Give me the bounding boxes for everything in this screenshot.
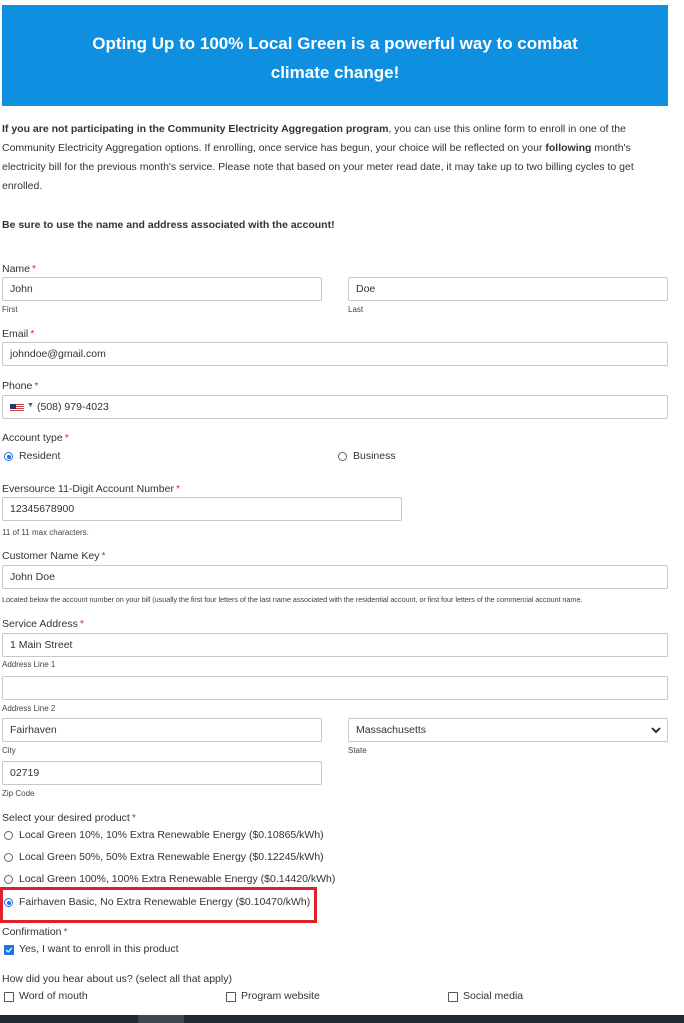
character-counter: 11 of 11 max characters.: [2, 528, 89, 537]
product-radio-3[interactable]: [4, 875, 13, 884]
required-mark: *: [64, 432, 69, 444]
us-flag-icon[interactable]: [10, 404, 24, 412]
first-name-input[interactable]: John: [2, 277, 322, 301]
name-key-label: Customer Name Key *: [2, 550, 106, 562]
phone-value: (508) 979-4023: [37, 401, 109, 413]
zip-input[interactable]: 02719: [2, 761, 322, 785]
word-of-mouth-checkbox[interactable]: [4, 992, 14, 1002]
checkmark-icon: [5, 946, 13, 954]
intro-bold-3: following: [545, 142, 592, 154]
name-label: Name *: [2, 263, 37, 275]
resident-radio[interactable]: [4, 452, 13, 461]
product-option-2[interactable]: Local Green 50%, 50% Extra Renewable Energy ($0.12245/kWh): [19, 851, 324, 863]
state-select[interactable]: [348, 718, 668, 742]
account-type-label: Account type *: [2, 432, 69, 444]
product-radio-1[interactable]: [4, 831, 13, 840]
chevron-down-icon[interactable]: [651, 725, 661, 735]
program-website-label[interactable]: Program website: [241, 990, 320, 1002]
required-mark: *: [30, 328, 35, 340]
phone-input[interactable]: [2, 395, 668, 419]
required-mark: *: [101, 550, 106, 562]
taskbar: [0, 1015, 684, 1023]
name-key-input[interactable]: John Doe: [2, 565, 668, 589]
required-mark: *: [63, 926, 68, 938]
service-address-label: Service Address *: [2, 618, 84, 630]
intro-bold-1: If you are not participating in the Community Electricity Aggregation program: [2, 123, 389, 135]
product-label: Select your desired product *: [2, 812, 136, 824]
state-value: Massachusetts: [356, 724, 427, 736]
product-radio-2[interactable]: [4, 853, 13, 862]
confirmation-checkbox-label[interactable]: Yes, I want to enroll in this product: [19, 943, 179, 955]
business-radio-label[interactable]: Business: [353, 450, 396, 462]
address-line1-sublabel: Address Line 1: [2, 660, 56, 669]
required-mark: *: [34, 380, 39, 392]
email-label: Email *: [2, 328, 35, 340]
address-line1-input[interactable]: 1 Main Street: [2, 633, 668, 657]
required-mark: *: [79, 618, 84, 630]
required-mark: *: [32, 263, 37, 275]
email-input[interactable]: johndoe@gmail.com: [2, 342, 668, 366]
product-option-3[interactable]: Local Green 100%, 100% Extra Renewable Energy ($0.14420/kWh): [19, 873, 336, 885]
name-key-help: Located below the account number on your bill (usually the first four letters of the last name associated with the residential account, or first four letters of the commercial account name.: [2, 595, 583, 604]
zip-sublabel: Zip Code: [2, 789, 35, 798]
required-mark: *: [175, 483, 181, 495]
confirmation-checkbox[interactable]: [4, 945, 14, 955]
social-media-label[interactable]: Social media: [463, 990, 524, 1002]
address-line2-input[interactable]: [2, 676, 668, 700]
intro-text-4: month's electricity bill for the previous month's service. Please note that based on your meter read date, it may take up to two billing cycles to get enrolled.: [2, 142, 634, 192]
social-media-checkbox[interactable]: [448, 992, 458, 1002]
state-sublabel: State: [348, 746, 367, 755]
program-website-checkbox[interactable]: [226, 992, 236, 1002]
first-name-sublabel: First: [2, 305, 18, 314]
last-name-sublabel: Last: [348, 305, 364, 314]
business-radio[interactable]: [338, 452, 347, 461]
country-caret-icon[interactable]: ▼: [27, 402, 34, 409]
page-banner: [2, 5, 668, 106]
city-sublabel: City: [2, 746, 16, 755]
word-of-mouth-label[interactable]: Word of mouth: [19, 990, 88, 1002]
selection-highlight-box: [0, 887, 317, 923]
required-mark: *: [131, 812, 136, 824]
confirmation-label: Confirmation *: [2, 926, 68, 938]
intro-paragraph: [2, 120, 666, 196]
hear-about-label: How did you hear about us? (select all that apply): [2, 973, 232, 985]
address-line2-sublabel: Address Line 2: [2, 704, 56, 713]
resident-radio-label[interactable]: Resident: [19, 450, 61, 462]
account-number-label: Eversource 11-Digit Account Number *: [2, 483, 181, 495]
phone-label: Phone *: [2, 380, 39, 392]
city-input[interactable]: Fairhaven: [2, 718, 322, 742]
account-number-input[interactable]: 12345678900: [2, 497, 402, 521]
taskbar-active-segment[interactable]: [138, 1015, 184, 1023]
intro-text-2: , you can use this online form to enroll in one of the Community Electricity Aggregation options. If enrolling, once service has begun, your choice will be reflected on your: [2, 123, 626, 154]
banner-title: Opting Up to 100% Local Green is a powerful way to combat climate change!: [92, 34, 578, 82]
product-option-1[interactable]: Local Green 10%, 10% Extra Renewable Energy ($0.10865/kWh): [19, 829, 324, 841]
product-option-4[interactable]: Fairhaven Basic, No Extra Renewable Energy ($0.10470/kWh): [19, 896, 311, 908]
account-name-note: Be sure to use the name and address associated with the account!: [2, 219, 335, 231]
last-name-input[interactable]: Doe: [348, 277, 668, 301]
